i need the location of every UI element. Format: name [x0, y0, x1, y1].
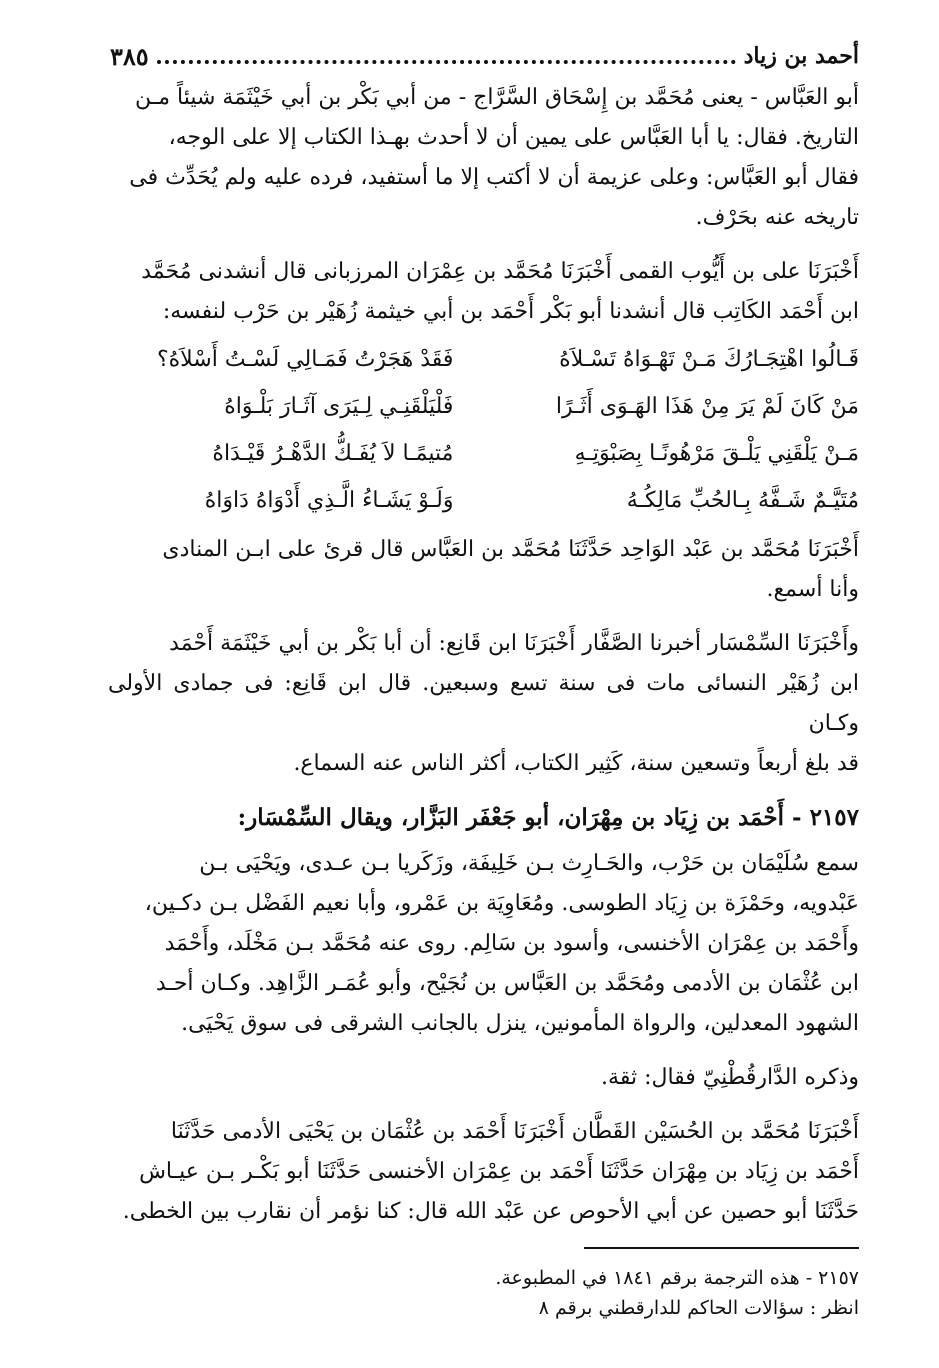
verse-second-hemistich: مُتيمًـا لاَ يُفَـكُّ الدَّهْـرُ قَيْـدَاهُ: [212, 440, 454, 466]
paragraph: [108, 1058, 859, 1098]
footnote-rule: [584, 1247, 859, 1249]
text-line: أَخْبَرَنَا مُحَمَّد بن عَبْد الوَاحِد حَدَّثَنَا مُحَمَّد بن العَبَّاس قال قرئ على ابـن المنادى: [162, 537, 859, 562]
text-line: التاريخ. فقال: يا أبا العَبَّاس على يمين أن لا أحدث بهـذا الكتاب إلا على الوجه،: [168, 125, 859, 150]
text-line: سمع سُلَيْمَان بن حَرْب، والحَـارِث بـن خَلِيفَة، وزَكَريا بـن عـدى، ويَحْيَى بـن: [199, 851, 859, 876]
text-line: وأَحْمَد بن عِمْرَان الأخنسى، وأسود بن سَالِم. روى عنه مُحَمَّد بـن مَخْلَد، وأَحْمَد: [164, 931, 859, 956]
text-line: ابن عُثْمَان بن الأدمى ومُحَمَّد بن العَبَّاس بن نُجَيْح، وأبو عُمَـر الزَّاهِد. وكـان أحـد: [155, 971, 859, 996]
footnote: ٢١٥٧ - هذه الترجمة برقم ١٨٤١ في المطبوعة.: [495, 1267, 859, 1289]
text-line: عَبْدويه، وحَمْزَة بن زِيَاد الطوسى. ومُعَاوِيَة بن عَمْرو، وأبا نعيم الفَضْل بـن دكـين،: [144, 891, 859, 916]
running-title: أحمد بن زياد: [743, 43, 859, 69]
poem-verse: [108, 336, 859, 383]
text-line: أَحْمَد بن زِيَاد بن مِهْرَان حَدَّثَنَا أَحْمَد بن عِمْرَان الأخنسى حَدَّثَنَا أبو بَكْـر بـن عيـاش: [139, 1159, 859, 1184]
footnote: انظر : سؤالات الحاكم للدارقطني برقم ٨: [538, 1297, 859, 1319]
text-line: تاريخه عنه بحَرْف.: [695, 205, 859, 230]
running-header: [110, 38, 859, 74]
leader-dots: [157, 60, 736, 64]
text-line: ابن زُهَيْر النسائى مات فى سنة تسع وسبعين. قال ابن قَانِع: فى جمادى الأولى وكـان: [108, 671, 859, 736]
text-line: قد بلغ أربعاً وتسعين سنة، كَثِير الكتاب، أكثر الناس عنه السماع.: [293, 751, 859, 776]
verse-second-hemistich: فَقَدْ هَجَرْتُ فَمَـالِي لَسْـتُ أَسْلاَهُ؟: [156, 346, 454, 372]
page-body: [108, 78, 859, 1246]
paragraph: [108, 624, 859, 784]
poem-verse: [108, 383, 859, 430]
text-line: أبو العَبَّاس - يعنى مُحَمَّد بن إِسْحَاق السَّرَّاج - من أبي بَكْر بن أبي خَيْثَمَة شيئاً مـن: [135, 85, 859, 110]
text-line: وذكره الدَّارقُطْنِيّ فقال: ثقة.: [601, 1065, 859, 1090]
verse-first-hemistich: مَنْ كَانَ لَمْ يَرَ مِنْ هَذَا الهَـوَى أَثَـرًا: [555, 393, 859, 419]
paragraph: [108, 1112, 859, 1232]
verse-second-hemistich: فَلْيَلْقَنِـي لِـيَرَى آثَـارَ بَلْـوَاهُ: [224, 393, 454, 419]
poem-verse: [108, 477, 859, 524]
paragraph: [108, 844, 859, 1044]
verse-second-hemistich: وَلَـوْ يَشَـاءُ الَّـذِي أَدْوَاهُ دَاوَاهُ: [204, 487, 454, 513]
poem-verse: [108, 430, 859, 477]
verse-first-hemistich: مَـنْ يَلْقَنِي يَلْـقَ مَرْهُونًـا بِصَبْوَتِـهِ: [574, 440, 859, 466]
text-line: أَخْبَرَنَا مُحَمَّد بن الحُسَيْن القَطَّان أَخْبَرَنَا أَحْمَد بن عُثْمَان بن يَحْيَى الأدمى حَدَّثَنَا: [170, 1119, 859, 1144]
paragraph: [108, 530, 859, 610]
text-line: ابن أَحْمَد الكَاتِب قال أنشدنا أبو بَكْر أَحْمَد بن أبي خيثمة زُهَيْر بن حَرْب لنفسه:: [162, 299, 859, 324]
text-line: فقال أبو العَبَّاس: وعلى عزيمة أن لا أكتب إلا ما أستفيد، فرده عليه ولم يُحَدِّث فى: [129, 165, 859, 190]
text-line: حَدَّثَنَا أبو حصين عن أبي الأحوص عن عَبْد الله قال: كنا نؤمر أن نقارب بين الخطى.: [122, 1199, 859, 1224]
footnotes: [300, 1263, 859, 1323]
verse-first-hemistich: مُتَيَّـمٌ شَـفَّهُ بِـالحُبِّ مَالِكُـهُ: [626, 487, 859, 513]
paragraph: [108, 78, 859, 238]
poem: [108, 336, 859, 524]
entry-heading: ٢١٥٧ - أَحْمَد بن زِيَاد بن مِهْرَان، أبو جَعْفَر البَزَّار، ويقال السِّمْسَار:: [237, 804, 859, 831]
paragraph: [108, 252, 859, 332]
page-number: ٣٨٥: [110, 41, 149, 71]
verse-first-hemistich: قَـالُوا اهْتِجَـارُكَ مَـنْ تَهْـوَاهُ تَسْـلاَهُ: [559, 346, 859, 372]
text-line: وأَخْبَرَنَا السِّمْسَار أخبرنا الصَّفَّار أَخْبَرَنَا ابن قَانِع: أن أبا بَكْر بن أبي خَيْثَمَة أَحْمَد: [169, 631, 859, 656]
text-line: الشهود المعدلين، والرواة المأمونين، ينزل بالجانب الشرقى فى سوق يَحْيَى.: [181, 1011, 859, 1036]
text-line: أَخْبَرَنَا على بن أَيُّوب القمى أَخْبَرَنَا مُحَمَّد بن عِمْرَان المرزبانى قال أنشدنى مُحَمَّد: [141, 259, 859, 284]
text-line: وأنا أسمع.: [766, 577, 859, 602]
